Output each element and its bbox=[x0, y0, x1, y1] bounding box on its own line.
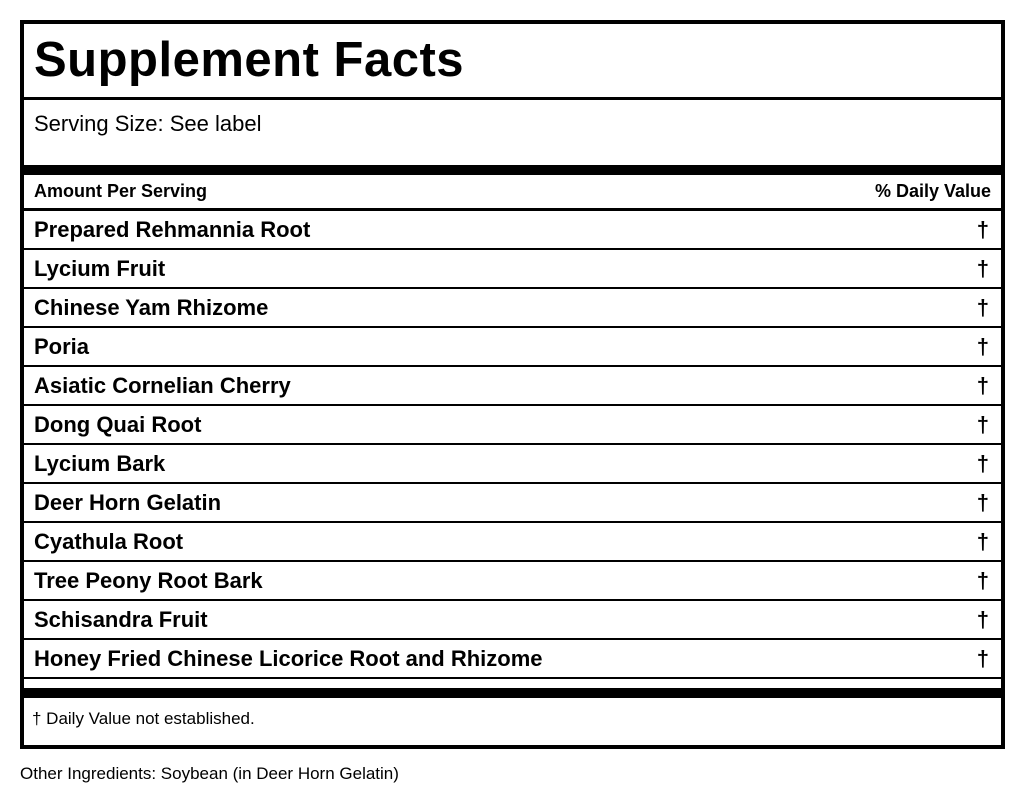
ingredient-row bbox=[24, 289, 1001, 328]
ingredient-daily-value: † bbox=[976, 567, 989, 593]
ingredient-name: Tree Peony Root Bark bbox=[34, 567, 263, 593]
ingredient-row bbox=[24, 406, 1001, 445]
footnote: † Daily Value not established. bbox=[32, 709, 255, 728]
ingredient-name: Deer Horn Gelatin bbox=[34, 489, 222, 515]
ingredient-daily-value: † bbox=[976, 411, 989, 437]
ingredient-row bbox=[24, 445, 1001, 484]
supplement-facts-panel bbox=[20, 20, 1005, 749]
ingredient-name: Lycium Bark bbox=[34, 450, 166, 476]
ingredient-name: Poria bbox=[34, 333, 90, 359]
ingredient-name: Asiatic Cornelian Cherry bbox=[34, 372, 291, 398]
other-ingredients: Other Ingredients: Soybean (in Deer Horn Gelatin) bbox=[20, 764, 399, 783]
ingredient-row bbox=[24, 523, 1001, 562]
ingredient-row bbox=[24, 211, 1001, 250]
ingredient-row bbox=[24, 367, 1001, 406]
ingredient-row bbox=[24, 250, 1001, 289]
ingredient-daily-value: † bbox=[976, 216, 989, 242]
ingredient-daily-value: † bbox=[976, 450, 989, 476]
ingredient-name: Prepared Rehmannia Root bbox=[34, 216, 311, 242]
ingredient-name: Schisandra Fruit bbox=[34, 606, 208, 632]
ingredient-row bbox=[24, 484, 1001, 523]
ingredient-daily-value: † bbox=[976, 294, 989, 320]
ingredient-daily-value: † bbox=[976, 606, 989, 632]
thick-divider bbox=[24, 679, 1001, 698]
ingredient-daily-value: † bbox=[976, 372, 989, 398]
ingredient-daily-value: † bbox=[976, 333, 989, 359]
ingredient-daily-value: † bbox=[976, 645, 989, 671]
panel-title: Supplement Facts bbox=[34, 33, 465, 87]
ingredient-row bbox=[24, 601, 1001, 640]
serving-size: Serving Size: See label bbox=[24, 100, 1001, 175]
ingredient-daily-value: † bbox=[976, 255, 989, 281]
ingredient-row bbox=[24, 562, 1001, 601]
daily-value-header: % Daily Value bbox=[874, 181, 991, 201]
ingredient-daily-value: † bbox=[976, 489, 989, 515]
ingredient-name: Honey Fried Chinese Licorice Root and Rhizome bbox=[34, 645, 543, 671]
ingredient-name: Dong Quai Root bbox=[34, 411, 202, 437]
ingredient-name: Cyathula Root bbox=[34, 528, 184, 554]
ingredient-row bbox=[24, 640, 1001, 679]
ingredient-daily-value: † bbox=[976, 528, 989, 554]
title-section bbox=[24, 24, 1001, 100]
amount-per-serving-header: Amount Per Serving bbox=[34, 181, 208, 201]
column-header bbox=[24, 175, 1001, 211]
ingredient-name: Chinese Yam Rhizome bbox=[34, 294, 269, 320]
ingredient-name: Lycium Fruit bbox=[34, 255, 166, 281]
ingredient-row bbox=[24, 328, 1001, 367]
ingredient-list bbox=[24, 211, 1001, 679]
